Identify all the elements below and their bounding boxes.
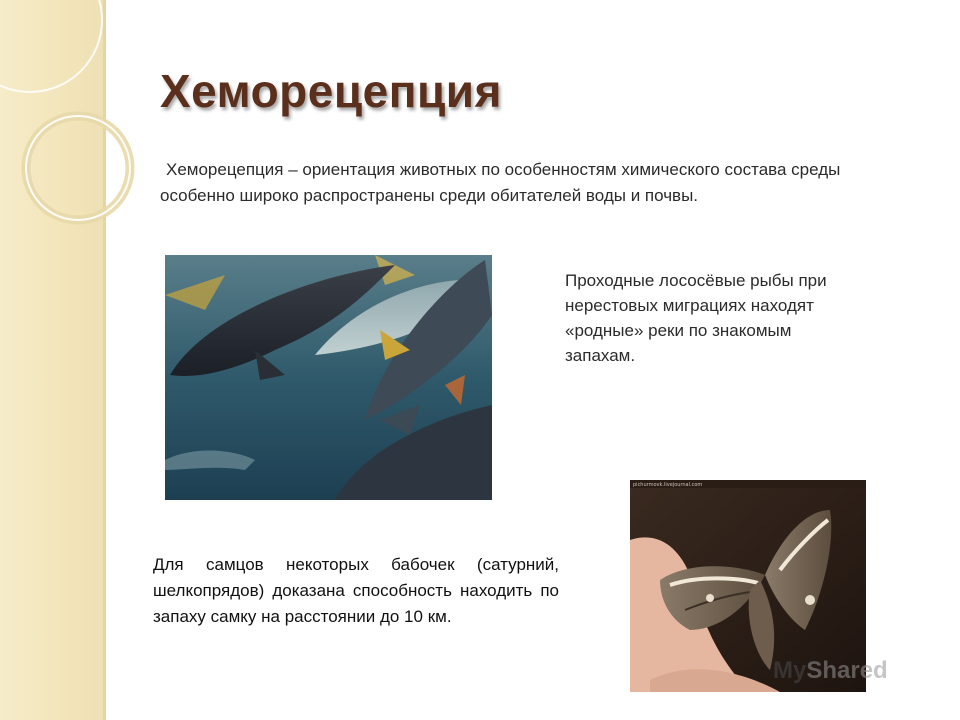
myshared-watermark: [773, 657, 888, 685]
butterfly-paragraph: Для самцов некоторых бабочек (сатурний, шелкопрядов) доказана способность находить по запаху самку на расстоянии до 10 км.: [153, 555, 559, 626]
photo-source-label: pichurmovk.livejournal.com: [633, 482, 703, 488]
salmon-paragraph: Проходные лососёвые рыбы при нерестовых миграциях находят «родные» реки по знакомым запахам.: [565, 271, 827, 365]
intro-paragraph: Хеморецепция – ориентация животных по особенностям химического состава среды особенно широко распространены среди обитателей воды и почвы.: [160, 160, 841, 205]
slide-title: Хеморецепция: [160, 65, 502, 117]
salmon-photo: [165, 255, 492, 500]
decorative-rings: [0, 0, 140, 260]
watermark-part-1: My: [773, 657, 807, 684]
watermark-part-2: Shared: [806, 657, 888, 684]
